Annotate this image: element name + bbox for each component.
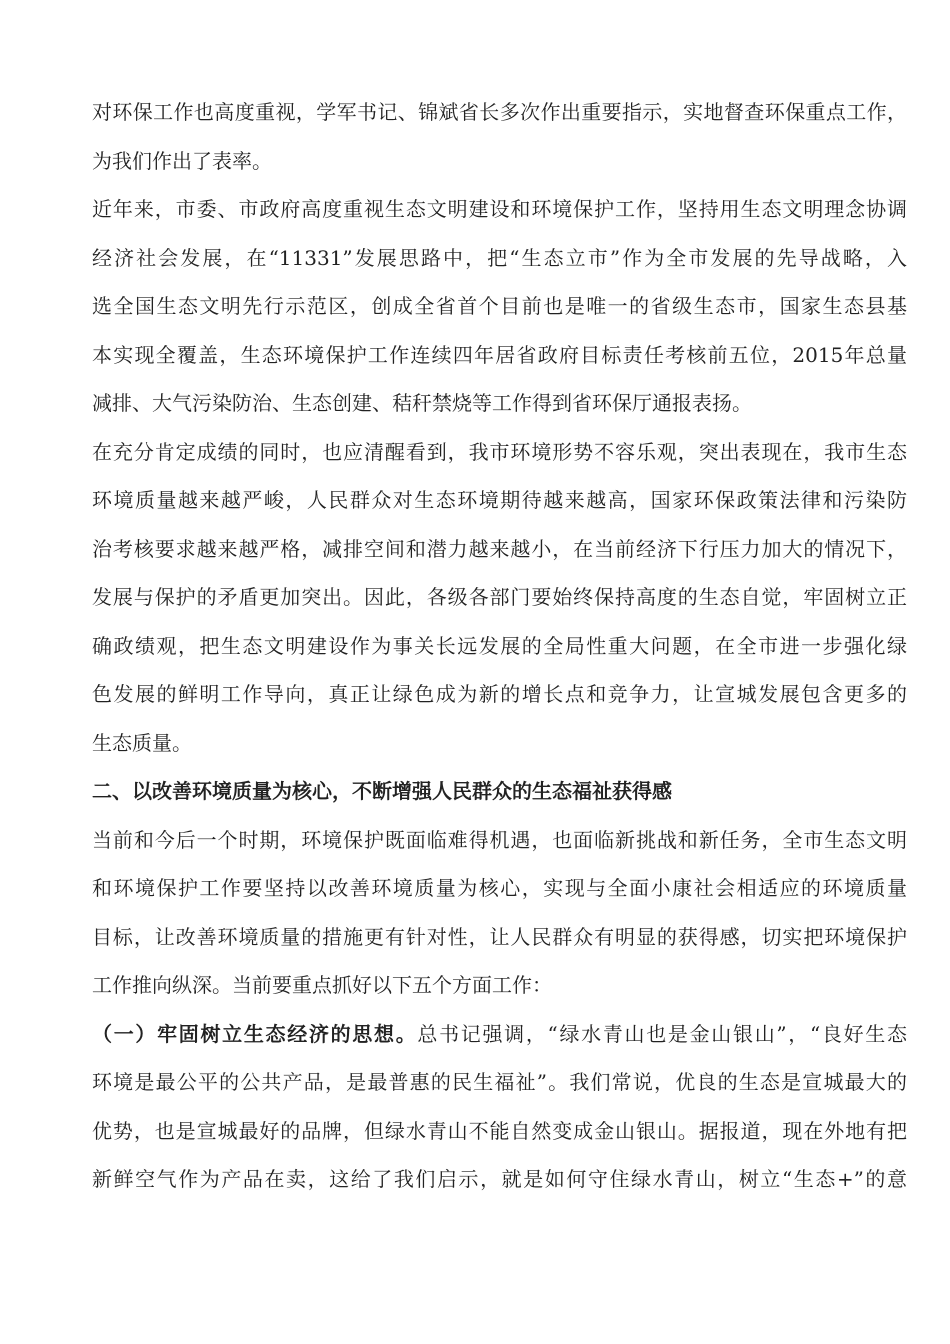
paragraph-line: 选全国生态文明先行示范区，创成全省首个目前也是唯一的省级生态市，国家生态县基 (92, 294, 907, 318)
paragraph-line: 减排、大气污染防治、生态创建、秸秆禁烧等工作得到省环保厅通报表扬。 (92, 391, 752, 415)
document-page (92, 88, 907, 1204)
paragraph-line: 近年来，市委、市政府高度重视生态文明建设和环境保护工作，坚持用生态文明理念协调 (92, 197, 907, 221)
paragraph-line: 环境质量越来越严峻，人民群众对生态环境期待越来越高，国家环保政策法律和污染防 (92, 488, 907, 512)
paragraph-line: 发展与保护的矛盾更加突出。因此，各级各部门要始终保持高度的生态自觉，牢固树立正 (92, 585, 907, 609)
section-heading: 二、以改善环境质量为核心，不断增强人民群众的生态福祉获得感 (92, 779, 672, 803)
paragraph-line: 当前和今后一个时期，环境保护既面临难得机遇，也面临新挑战和新任务，全市生态文明 (92, 827, 907, 852)
paragraph-line: 治考核要求越来越严格，减排空间和潜力越来越小，在当前经济下行压力加大的情况下， (92, 536, 907, 561)
paragraph-line: 工作推向纵深。当前要重点抓好以下五个方面工作： (92, 973, 552, 997)
paragraph-line: 色发展的鲜明工作导向，真正让绿色成为新的增长点和竞争力，让宣城发展包含更多的 (92, 682, 907, 706)
paragraph-line: 环境是最公平的公共产品，是最普惠的民生福祉”。我们常说，优良的生态是宣城最大的 (92, 1070, 907, 1094)
paragraph-line: 优势，也是宣城最好的品牌，但绿水青山不能自然变成金山银山。据报道，现在外地有把 (92, 1118, 907, 1143)
subheading-lead: （一）牢固树立生态经济的思想。 (92, 1021, 418, 1046)
paragraph-line: 本实现全覆盖，生态环境保护工作连续四年居省政府目标责任考核前五位，2015年总量 (92, 342, 907, 367)
paragraph-line: 为我们作出了表率。 (92, 148, 272, 173)
paragraph-line: 在充分肯定成绩的同时，也应清醒看到，我市环境形势不容乐观，突出表现在，我市生态 (92, 439, 907, 464)
subheading-paragraph-line (92, 1010, 907, 1059)
paragraph-line: 和环境保护工作要坚持以改善环境质量为核心，实现与全面小康社会相适应的环境质量 (92, 876, 907, 900)
subheading-text: 总书记强调，“绿水青山也是金山银山”，“良好生态 (417, 1021, 907, 1046)
paragraph-line: 新鲜空气作为产品在卖，这给了我们启示，就是如何守住绿水青山，树立“生态+”的意 (92, 1167, 907, 1191)
paragraph-line: 对环保工作也高度重视，学军书记、锦斌省长多次作出重要指示，实地督查环保重点工作， (92, 100, 907, 124)
paragraph-line: 生态质量。 (92, 730, 192, 755)
paragraph-line: 确政绩观，把生态文明建设作为事关长远发展的全局性重大问题，在全市进一步强化绿 (92, 633, 907, 658)
paragraph-line: 目标，让改善环境质量的措施更有针对性，让人民群众有明显的获得感，切实把环境保护 (92, 924, 907, 949)
paragraph-line: 经济社会发展，在“11331”发展思路中，把“生态立市”作为全市发展的先导战略，入 (92, 245, 907, 270)
